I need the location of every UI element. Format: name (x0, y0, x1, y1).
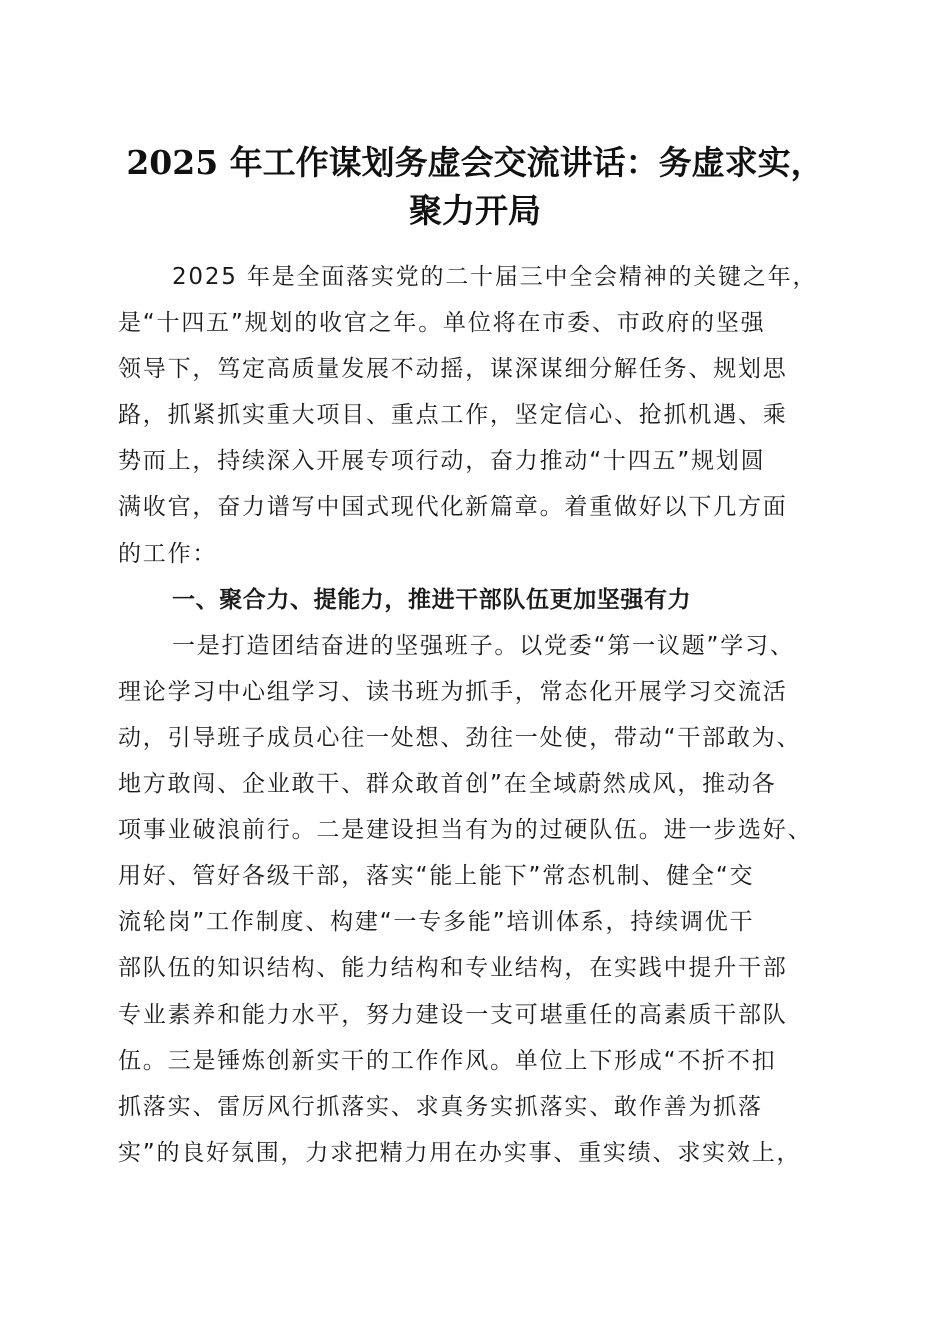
paragraph-1-line: 的工作： (118, 540, 218, 567)
paragraph-2-line: 实”的良好氛围，力求把精力用在办实事、重实绩、求实效上， (118, 1139, 802, 1166)
paragraph-1-line: 满收官，奋力谱写中国式现代化新篇章。着重做好以下几方面 (118, 494, 788, 521)
paragraph-2-line: 理论学习中心组学习、读书班为抓手，常态化开展学习交流活 (118, 678, 788, 705)
title-line-1: 2025 年工作谋划务虚会交流讲话：务虚求实， (126, 143, 824, 182)
paragraph-2-line: 部队伍的知识结构、能力结构和专业结构，在实践中提升干部 (118, 955, 788, 982)
title-line-2: 聚力开局 (409, 191, 541, 230)
document-body (118, 254, 848, 1176)
paragraph-2-line: 专业素养和能力水平，努力建设一支可堪重任的高素质干部队 (118, 1001, 788, 1028)
paragraph-2-line: 流轮岗”工作制度、构建“一专多能”培训体系，持续调优干 (118, 909, 755, 936)
paragraph-2-line: 一是打造团结奋进的坚强班子。以党委“第一议题”学习、 (172, 632, 795, 659)
paragraph-1-line: 是“十四五”规划的收官之年。单位将在市委、市政府的坚强 (118, 310, 766, 337)
paragraph-2-line: 伍。三是锤炼创新实干的工作作风。单位上下形成“不折不扣 (118, 1047, 777, 1074)
paragraph-2-line: 抓落实、雷厉风行抓落实、求真务实抓落实、敢作善为抓落 (118, 1093, 763, 1120)
paragraph-2-line: 用好、管好各级干部，落实“能上能下”常态机制、健全“交 (118, 863, 755, 890)
document-title (110, 139, 840, 235)
paragraph-1-line: 势而上，持续深入开展专项行动，奋力推动“十四五”规划圆 (118, 448, 766, 475)
paragraph-2-line: 项事业破浪前行。二是建设担当有为的过硬队伍。进一步选好、 (118, 817, 813, 844)
paragraph-2-line: 动，引导班子成员心往一处想、劲往一处使，带动“干部敢为、 (118, 724, 802, 751)
section-heading: 一、聚合力、提能力，推进干部队伍更加坚强有力 (172, 586, 692, 613)
paragraph-1-line: 2025 年是全面落实党的二十届三中全会精神的关键之年， (172, 264, 818, 290)
paragraph-2-line: 地方敢闯、企业敢干、群众敢首创”在全域蔚然成风，推动各 (118, 771, 777, 798)
paragraph-1-line: 路，抓紧抓实重大项目、重点工作，坚定信心、抢抓机遇、乘 (118, 402, 788, 429)
paragraph-1-line: 领导下，笃定高质量发展不动摇，谋深谋细分解任务、规划思 (118, 356, 788, 383)
